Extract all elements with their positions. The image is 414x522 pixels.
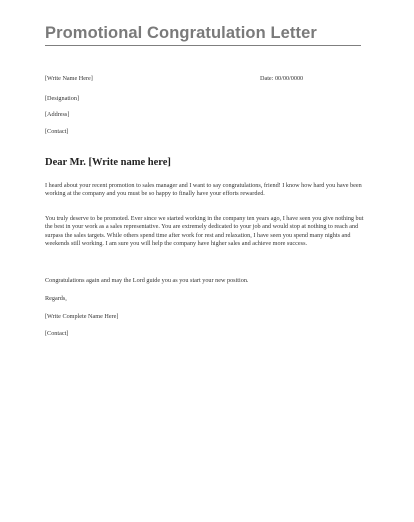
sender-contact: [Contact] (45, 128, 69, 135)
closing-regards: Regards, (45, 295, 67, 302)
signature-contact: [Contact] (45, 330, 69, 337)
letter-greeting: Dear Mr. [Write name here] (45, 157, 171, 168)
sender-address: [Address] (45, 111, 70, 118)
paragraph-3: Congratulations again and may the Lord guide you as you start your new position. (45, 277, 249, 284)
sender-designation: [Designation] (45, 95, 80, 102)
document-title: Promotional Congratulation Letter (45, 24, 317, 42)
sender-name: [Write Name Here] (45, 75, 93, 82)
letter-date: Date: 00/00/0000 (260, 75, 304, 82)
paragraph-2: You truly deserve to be promoted. Ever since we started working in the company ten years ago, I have seen you give nothing but the best in your work as a sales representative. You are extremely dedicated to your job and would stop at nothing to reach and surpass the sales targets. While others spend time after work for rest and relaxation, I have seen you spend many nights and weekends still working. I am sure you will help the company have higher sales and achieve more success. (45, 215, 364, 248)
signature-name: [Write Complete Name Here] (45, 313, 119, 320)
title-underline (45, 45, 361, 46)
paragraph-1: I heard about your recent promotion to sales manager and I want to say congratulations, friend! I know how hard you have been working at the company and you must be so happy to finally have your efforts rewarded. (45, 182, 362, 198)
